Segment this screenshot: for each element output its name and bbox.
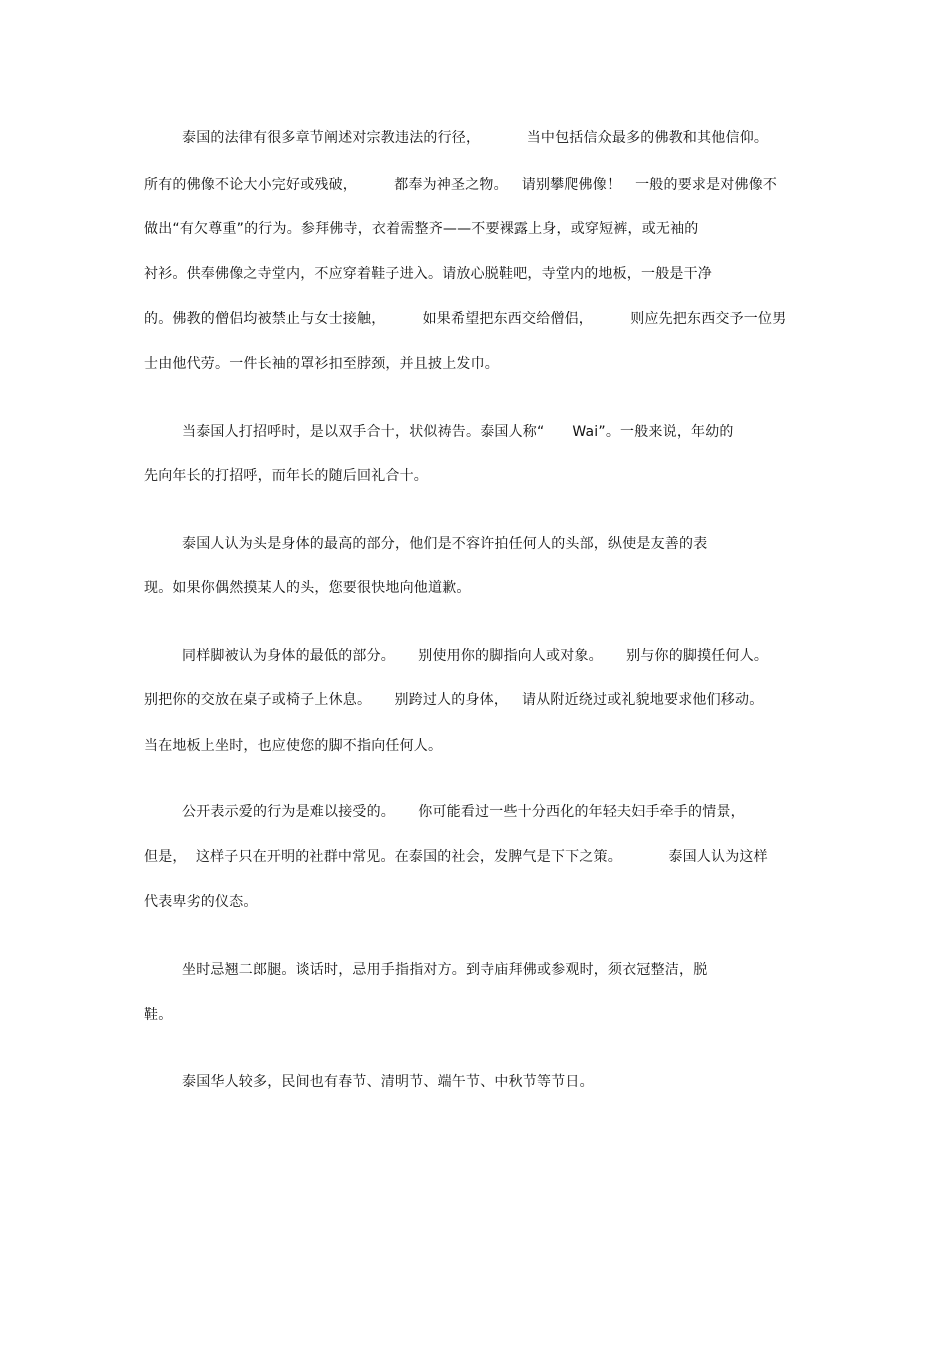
paragraph-6-line-1: 坐时忌翘二郎腿。谈话时，忌用手指指对方。到寺庙拜佛或参观时，须衣冠整洁，脱 (182, 962, 708, 978)
paragraph-4-line-3: 当在地板上坐时，也应使您的脚不指向任何人。 (144, 738, 443, 754)
paragraph-3-line-1: 泰国人认为头是身体的最高的部分，他们是不容许拍任何人的头部，纵使是友善的表 (182, 536, 708, 552)
paragraph-3-line-2: 现。如果你偶然摸某人的头，您要很快地向他道歉。 (144, 580, 471, 596)
paragraph-1-line-3: 做出“有欠尊重”的行为。参拜佛寺，衣着需整齐——不要裸露上身，或穿短裤，或无袖的 (144, 221, 699, 237)
paragraph-1-line-6: 士由他代劳。一件长袖的罩衫扣至脖颈，并且披上发巾。 (144, 356, 499, 372)
paragraph-1-line-5: 的。佛教的僧侣均被禁止与女士接触， 如果希望把东西交给僧侣， 则应先把东西交予一位男 (144, 311, 787, 327)
paragraph-1-line-1: 泰国的法律有很多章节阐述对宗教违法的行径， 当中包括信众最多的佛教和其他信仰。 (182, 130, 769, 146)
paragraph-5-line-3: 代表卑劣的仪态。 (144, 894, 258, 910)
paragraph-5-line-2: 但是， 这样子只在开明的社群中常见。在泰国的社会，发脾气是下下之策。 泰国人认为这样 (144, 849, 768, 865)
paragraph-1-line-4: 衬衫。供奉佛像之寺堂内，不应穿着鞋子进入。请放心脱鞋吧，寺堂内的地板，一般是干净 (144, 266, 712, 282)
paragraph-1-line-2: 所有的佛像不论大小完好或残破， 都奉为神圣之物。 请别攀爬佛像！ 一般的要求是对佛像不 (144, 177, 778, 193)
paragraph-7-line-1: 泰国华人较多，民间也有春节、清明节、端午节、中秋节等节日。 (182, 1074, 594, 1090)
paragraph-6-line-2: 鞋。 (144, 1007, 173, 1023)
paragraph-5-line-1: 公开表示爱的行为是难以接受的。 你可能看过一些十分西化的年轻夫妇手牵手的情景， (182, 804, 745, 820)
paragraph-2-line-1: 当泰国人打招呼时，是以双手合十，状似祷告。泰国人称“ Wai”。一般来说，年幼的 (182, 424, 734, 440)
paragraph-4-line-1: 同样脚被认为身体的最低的部分。 别使用你的脚指向人或对象。 别与你的脚摸任何人。 (182, 648, 769, 664)
paragraph-4-line-2: 别把你的交放在桌子或椅子上休息。 别跨过人的身体， 请从附近绕过或礼貌地要求他们移动。 (144, 692, 764, 708)
paragraph-2-line-2: 先向年长的打招呼，而年长的随后回礼合十。 (144, 468, 428, 484)
